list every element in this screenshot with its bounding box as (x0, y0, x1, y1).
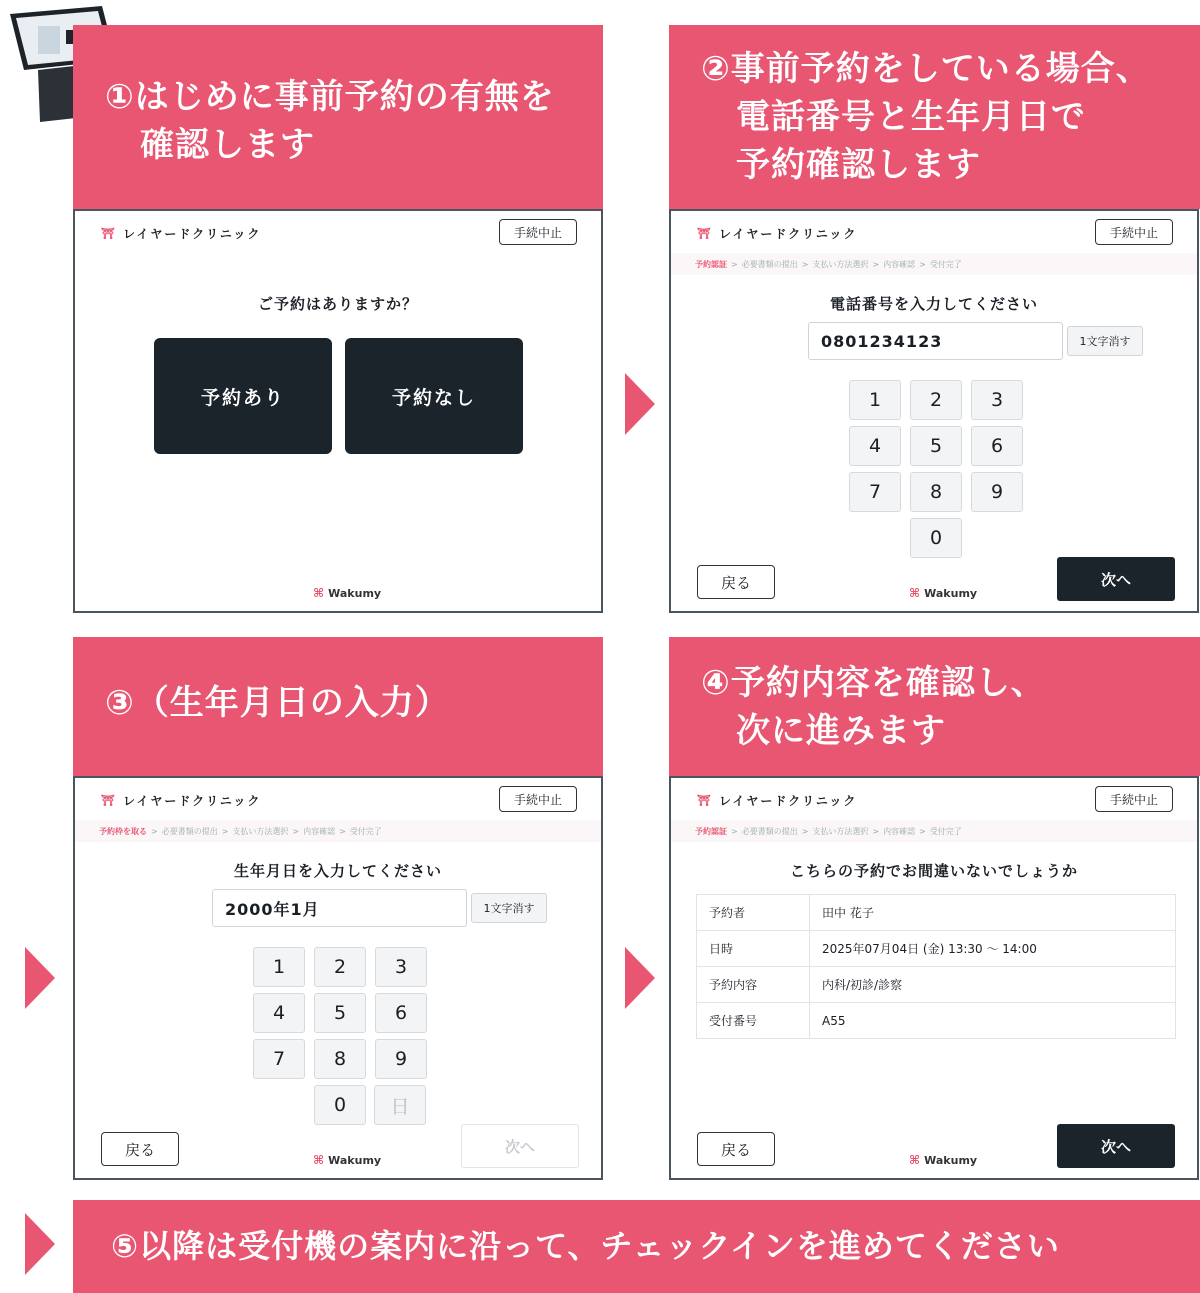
step2-banner (669, 25, 1200, 209)
phone-prompt: 電話番号を入力してください (829, 295, 1038, 313)
reservation-table (696, 894, 1176, 1039)
arrow-right-icon (25, 1213, 55, 1275)
screen-confirm-reservation (669, 776, 1199, 1180)
reservation-question: ご予約はありますか？ (257, 295, 418, 313)
clinic-header (697, 225, 857, 242)
back-button[interactable]: 戻る (697, 565, 775, 599)
arrow-right-icon (625, 373, 655, 435)
key-6[interactable]: 6 (971, 426, 1023, 466)
breadcrumb-item: 受付完了 (349, 826, 382, 836)
cancel-button[interactable]: 手続中止 (1095, 219, 1173, 245)
wakumy-brand: ⌘ Wakumy (313, 586, 382, 600)
row-key: 日時 (697, 931, 810, 967)
breadcrumb-item: 必要書類の提出 (741, 826, 798, 836)
clinic-logo-icon: ⛩ (101, 794, 117, 807)
row-value: 田中 花子 (810, 895, 1176, 931)
breadcrumb-item: 支払い方法選択 (812, 826, 869, 836)
key-1[interactable]: 1 (253, 947, 305, 987)
birthdate-input[interactable]: 2000年1月 (212, 889, 467, 927)
wakumy-logo-icon: ⌘ (313, 586, 325, 600)
clinic-name: レイヤードクリニック (122, 794, 262, 808)
breadcrumb-separator: > (731, 259, 738, 269)
step4-banner (669, 637, 1200, 776)
breadcrumb-item: 予約認証 (695, 826, 727, 836)
clinic-header (101, 792, 261, 809)
key-5[interactable]: 5 (314, 993, 366, 1033)
breadcrumb-separator: > (801, 826, 809, 836)
step4-text: ④予約内容を確認し、 次に進みます (701, 663, 1046, 751)
step5-text: ⑤以降は受付機の案内に沿って、チェックインを進めてください (111, 1227, 1060, 1265)
key-3[interactable]: 3 (375, 947, 427, 987)
key-2[interactable]: 2 (314, 947, 366, 987)
key-9[interactable]: 9 (375, 1039, 427, 1079)
breadcrumb-separator: > (339, 826, 346, 836)
screen-birthdate-input (73, 776, 603, 1180)
cancel-button[interactable]: 手続中止 (1095, 786, 1173, 812)
row-value: A55 (810, 1003, 1176, 1039)
clinic-name: レイヤードクリニック (718, 227, 858, 241)
breadcrumb-separator: > (801, 259, 809, 269)
key-5[interactable]: 5 (910, 426, 962, 466)
key-9[interactable]: 9 (971, 472, 1023, 512)
clinic-logo-icon: ⛩ (101, 227, 117, 240)
breadcrumb-item: 受付完了 (929, 259, 962, 269)
clinic-header (101, 225, 261, 242)
key-6[interactable]: 6 (375, 993, 427, 1033)
breadcrumb-separator: > (731, 826, 738, 836)
row-key: 予約者 (697, 895, 810, 931)
breadcrumb-separator: > (919, 826, 926, 836)
next-button-disabled[interactable]: 次へ (461, 1124, 579, 1168)
key-4[interactable]: 4 (849, 426, 901, 466)
clinic-name: レイヤードクリニック (718, 794, 858, 808)
breadcrumb-item: 予約枠を取る (99, 826, 147, 836)
next-button[interactable]: 次へ (1057, 1124, 1175, 1168)
wakumy-logo-icon: ⌘ (909, 586, 921, 600)
has-reservation-button[interactable]: 予約あり (154, 338, 332, 454)
birthdate-prompt: 生年月日を入力してください (233, 862, 442, 880)
table-row (697, 895, 1176, 931)
breadcrumb-separator: > (872, 259, 880, 269)
arrow-right-icon (625, 947, 655, 1009)
key-2[interactable]: 2 (910, 380, 962, 420)
clinic-header (697, 792, 857, 809)
row-key: 予約内容 (697, 967, 810, 1003)
delete-char-button[interactable]: 1文字消す (471, 893, 547, 923)
breadcrumb-item: 支払い方法選択 (812, 259, 869, 269)
key-4[interactable]: 4 (253, 993, 305, 1033)
screen-phone-input (669, 209, 1199, 613)
key-1[interactable]: 1 (849, 380, 901, 420)
breadcrumb-separator: > (872, 826, 880, 836)
wakumy-brand: ⌘ Wakumy (909, 1153, 978, 1167)
no-reservation-button[interactable]: 予約なし (345, 338, 523, 454)
back-button[interactable]: 戻る (697, 1132, 775, 1166)
breadcrumb-separator: > (919, 259, 926, 269)
clinic-logo-icon: ⛩ (697, 794, 713, 807)
back-button[interactable]: 戻る (101, 1132, 179, 1166)
clinic-logo-icon: ⛩ (697, 227, 713, 240)
step3-banner (73, 637, 603, 776)
wakumy-logo-icon: ⌘ (909, 1153, 921, 1167)
breadcrumb-separator: > (221, 826, 229, 836)
table-row (697, 931, 1176, 967)
key-7[interactable]: 7 (849, 472, 901, 512)
breadcrumb (671, 253, 1197, 275)
wakumy-logo-icon: ⌘ (313, 1153, 325, 1167)
key-0[interactable]: 0 (314, 1085, 366, 1125)
confirm-prompt: こちらの予約でお間違いないでしょうか (789, 862, 1078, 880)
table-row (697, 967, 1176, 1003)
wakumy-brand: ⌘ Wakumy (313, 1153, 382, 1167)
breadcrumb-item: 受付完了 (929, 826, 962, 836)
breadcrumb-item: 予約認証 (695, 259, 727, 269)
row-value: 内科/初診/診察 (810, 967, 1176, 1003)
key-0[interactable]: 0 (910, 518, 962, 558)
step3-text: ③（生年月日の入力） (105, 683, 450, 723)
step2-text: ②事前予約をしている場合、 電話番号と生年月日で 予約確認します (701, 49, 1151, 185)
clinic-name: レイヤードクリニック (122, 227, 262, 241)
wakumy-brand: ⌘ Wakumy (909, 586, 978, 600)
row-key: 受付番号 (697, 1003, 810, 1039)
arrow-right-icon (25, 947, 55, 1009)
key-3[interactable]: 3 (971, 380, 1023, 420)
key-8[interactable]: 8 (910, 472, 962, 512)
step1-text: ①はじめに事前予約の有無を 確認します (105, 77, 555, 165)
day-key[interactable]: 日 (374, 1085, 426, 1125)
key-8[interactable]: 8 (314, 1039, 366, 1079)
breadcrumb-separator: > (151, 826, 158, 836)
breadcrumb-separator: > (292, 826, 300, 836)
delete-char-button[interactable]: 1文字消す (1067, 326, 1143, 356)
table-row (697, 1003, 1176, 1039)
breadcrumb-item: 内容確認 (883, 826, 916, 836)
next-button[interactable]: 次へ (1057, 557, 1175, 601)
breadcrumb-item: 支払い方法選択 (232, 826, 289, 836)
screen-reservation-check (73, 209, 603, 613)
breadcrumb-item: 必要書類の提出 (741, 259, 798, 269)
breadcrumb-item: 内容確認 (883, 259, 916, 269)
step5-banner (73, 1200, 1200, 1293)
key-7[interactable]: 7 (253, 1039, 305, 1079)
cancel-button[interactable]: 手続中止 (499, 786, 577, 812)
breadcrumb (75, 820, 601, 842)
phone-input[interactable]: 0801234123 (808, 322, 1063, 360)
breadcrumb-item: 内容確認 (303, 826, 336, 836)
cancel-button[interactable]: 手続中止 (499, 219, 577, 245)
step1-banner (73, 25, 603, 209)
breadcrumb (671, 820, 1197, 842)
breadcrumb-item: 必要書類の提出 (161, 826, 218, 836)
row-value: 2025年07月04日 (金) 13:30 〜 14:00 (810, 931, 1176, 967)
